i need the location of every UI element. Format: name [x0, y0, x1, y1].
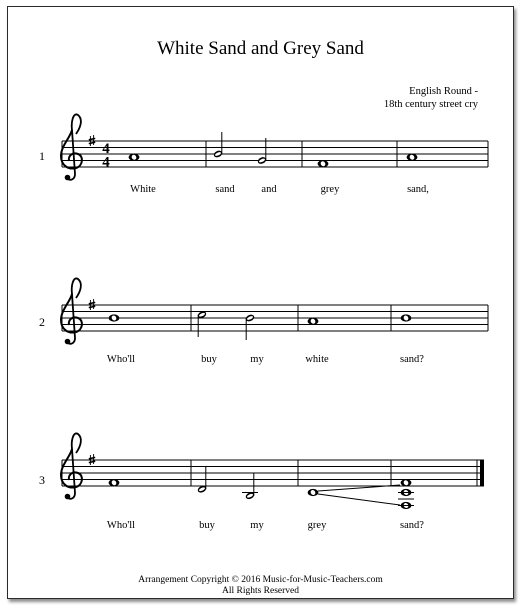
staff-system-1 [61, 114, 488, 180]
lyric-1-1: White [130, 184, 156, 195]
rights-text: All Rights Reserved [221, 586, 300, 596]
staff-number-2: 2 [39, 315, 45, 329]
lyric-1-2: sand [215, 184, 235, 195]
lyric-2-2: buy [201, 354, 217, 365]
note-2-4 [308, 318, 319, 325]
lyric-1-3: and [261, 184, 277, 195]
lyric-2-1: Who'll [106, 354, 136, 365]
lyric-3-1: Who'll [106, 520, 136, 531]
subtitle-line-1: English Round - [409, 86, 478, 97]
staff-lines-1 [62, 141, 488, 167]
note-1-1 [129, 154, 140, 161]
staff-lines-2 [62, 305, 488, 331]
note-3-5a [401, 479, 412, 486]
staff-number-1: 1 [39, 149, 45, 163]
lyric-3-2: buy [199, 520, 215, 531]
note-3-4 [308, 489, 319, 496]
glissando-line [318, 494, 400, 505]
page-title: White Sand and Grey Sand [157, 38, 364, 59]
lyric-2-3: my [250, 354, 264, 365]
lyric-3-4: grey [307, 520, 327, 531]
staff-system-2 [61, 278, 488, 344]
staff-number-3: 3 [39, 473, 45, 487]
staff-system-3 [61, 433, 484, 509]
subtitle-line-2: 18th century street cry [383, 99, 478, 110]
lyric-1-5: sand, [407, 184, 429, 195]
final-barline-thick [480, 460, 484, 486]
time-signature-top: 4 [102, 141, 110, 157]
note-2-5 [401, 314, 412, 321]
note-2-1 [109, 314, 120, 321]
lyric-3-3: my [250, 520, 264, 531]
copyright-text: Arrangement Copyright © 2016 Music-for-Music-Teachers.com [138, 575, 383, 585]
lyric-2-5: sand? [400, 354, 424, 365]
note-3-1 [109, 479, 120, 486]
lyric-3-5: sand? [400, 520, 424, 531]
staff-lines-3 [62, 460, 484, 486]
lyric-1-4: grey [320, 184, 340, 195]
time-signature-bottom: 4 [102, 154, 110, 171]
note-1-4 [318, 160, 329, 167]
lyric-2-4: white [305, 354, 329, 365]
note-1-5 [407, 154, 418, 161]
